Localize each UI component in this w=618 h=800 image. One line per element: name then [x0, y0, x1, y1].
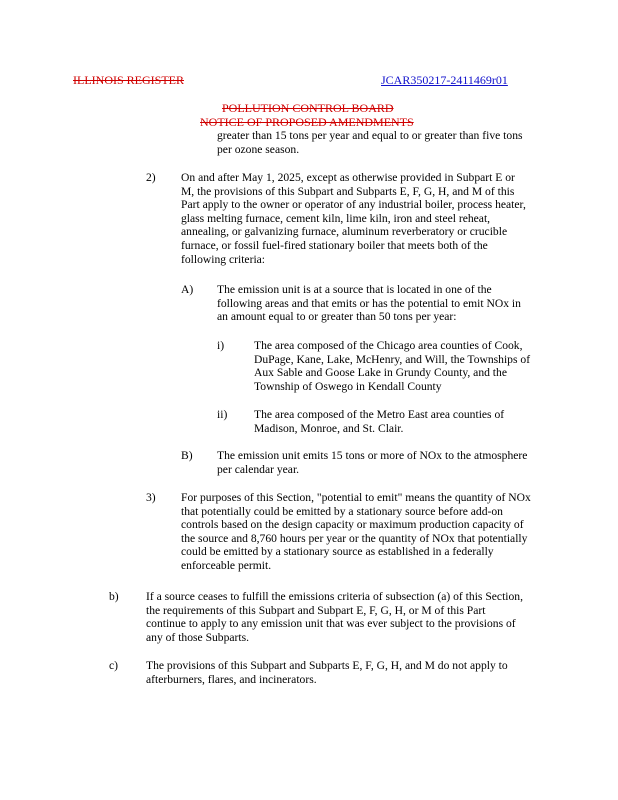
item-i-label: i) — [217, 339, 225, 352]
item-b-label: b) — [109, 590, 119, 603]
item-c-label: c) — [109, 659, 119, 672]
item-c-text: The provisions of this Subpart and Subparts E, F, G, H, and M do not apply to afterburners, flares, and incinerators. — [146, 659, 508, 686]
item-2-label: 2) — [146, 171, 156, 184]
item-3-label: 3) — [146, 491, 156, 504]
jcar-header: JCAR350217-2411469r01 — [381, 73, 508, 87]
item-b-text: If a source ceases to fulfill the emissions criteria of subsection (a) of this Section, the requirements of this Subpart and Subpart E, F, G, H, or M of this Part continue to apply to any emission unit that was ever subject to the provisions of any of those Subparts. — [146, 590, 524, 644]
item-A-label: A) — [181, 283, 194, 296]
item-A-text: The emission unit is at a source that is located in one of the following areas and that emits or has the potential to emit NOx in an amount equal to or greater than 50 tons per year: — [217, 283, 521, 324]
register-header: ILLINOIS REGISTER — [73, 73, 184, 87]
item-ii-label: ii) — [217, 408, 228, 421]
board-header: POLLUTION CONTROL BOARD — [222, 101, 394, 115]
item-3-text: For purposes of this Section, "potential to emit" means the quantity of NOx that potentially could be emitted by a stationary source before add-on controls based on the design capacity or maximum production capacity of the source and 8,760 hours per year or the quantity of NOx that potentially could be emitted by a stationary source as established in a federally enforceable permit. — [181, 491, 531, 572]
notice-header: NOTICE OF PROPOSED AMENDMENTS — [200, 115, 414, 129]
continuation-text: greater than 15 tons per year and equal to or greater than five tons per ozone season. — [217, 129, 523, 156]
item-i-text: The area composed of the Chicago area counties of Cook, DuPage, Kane, Lake, McHenry, and Will, the Townships of Aux Sable and Goose Lake in Grundy County, and the Township of Oswego in Kendall County — [254, 339, 531, 393]
item-B-label: B) — [181, 449, 193, 462]
item-2-text: On and after May 1, 2025, except as otherwise provided in Subpart E or M, the provisions of this Subpart and Subparts E, F, G, H, and M of this Part apply to the owner or operator of any industrial boiler, process heater, glass melting furnace, cement kiln, lime kiln, iron and steel reheat, annealing, or galvanizing furnace, aluminum reverberatory or crucible furnace, or fossil fuel-fired stationary boiler that meets both of the following criteria: — [181, 171, 526, 266]
item-ii-text: The area composed of the Metro East area counties of Madison, Monroe, and St. Clair. — [254, 408, 505, 435]
item-B-text: The emission unit emits 15 tons or more of NOx to the atmosphere per calendar year. — [217, 449, 528, 476]
